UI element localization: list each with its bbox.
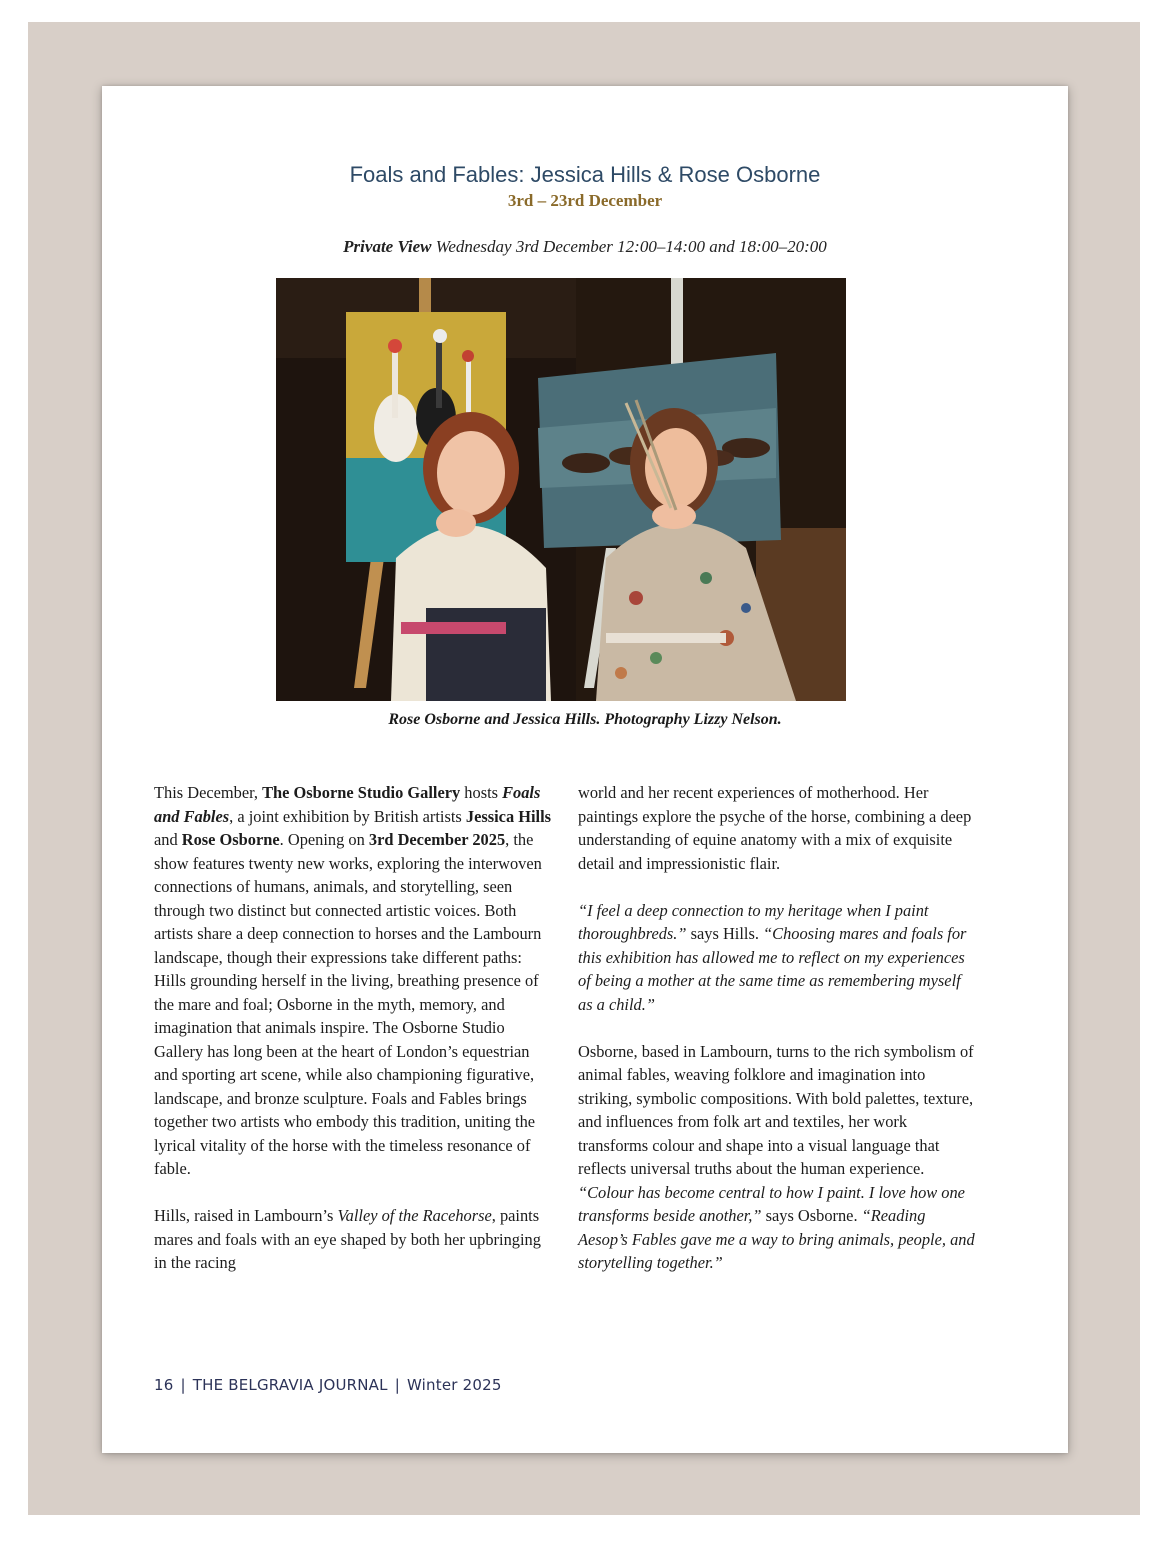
artist-name-osborne: Rose Osborne (181, 830, 280, 849)
artist-name-hills: Jessica Hills (465, 806, 552, 826)
text-run: This December, (154, 783, 263, 802)
hills-quote-paragraph (578, 899, 978, 1017)
photo-caption: Rose Osborne and Jessica Hills. Photography Lizzy Nelson. (388, 711, 782, 728)
private-view-line (102, 237, 1068, 257)
place-name: Valley of the Racehorse (337, 1206, 492, 1225)
gallery-name: The Osborne Studio Gallery (262, 783, 461, 802)
osborne-quote-paragraph (578, 1181, 978, 1275)
text-run: says Osborne. (761, 1206, 862, 1225)
hills-quote-1: “I feel a deep connection to my heritage when I paint thoroughbreds.” (578, 900, 929, 943)
intro-paragraph (154, 781, 554, 1181)
artists-photo-illustration (276, 278, 846, 701)
page-number: 16 (154, 1376, 174, 1394)
hills-paragraph (154, 1204, 554, 1275)
artists-photo (276, 278, 846, 701)
publication-name: THE BELGRAVIA JOURNAL (192, 1376, 388, 1394)
osborne-quote-2: “Reading Aesop’s Fables gave me a way to bring animals, people, and storytelling together.” (578, 1206, 975, 1272)
text-run: says Hills. (686, 924, 764, 943)
page-footer (154, 1376, 502, 1394)
footer-separator: | (394, 1376, 400, 1394)
private-view-details: Wednesday 3rd December 12:00–14:00 and 18:00–20:00 (435, 237, 827, 256)
text-run: , a joint exhibition by British artists (229, 806, 466, 826)
text-run: , paints mares and foals with an eye shaped by both her upbringing in the racing (154, 1206, 541, 1272)
text-run: and (154, 830, 182, 849)
text-run: . Opening on (279, 830, 369, 849)
private-view-label: Private View (343, 237, 432, 256)
hills-paragraph-continued: world and her recent experiences of motherhood. Her paintings explore the psyche of the horse, combining a deep understanding of equine anatomy with a mix of exquisite detail and impressionistic flair. (578, 783, 972, 873)
article-column-left (154, 781, 554, 1275)
magazine-page (102, 86, 1068, 1453)
osborne-quote-1: “Colour has become central to how I paint. I love how one transforms beside another,” (578, 1182, 965, 1225)
text-run: , the show features twenty new works, exploring the interwoven connections of humans, animals, and storytelling, seen through two distinct but connected artistic voices. Both artists share a deep connection to horses and the Lambourn landscape, though their expressions take different paths: Hills grounding herself in the living, breathing presence of the mare and foal; Osborne in the myth, memory, and imagination that animals inspire. The Osborne Studio Gallery has long been at the heart of London’s equestrian and sporting art scene, while also championing figurative, landscape, and bronze sculpture. Foals and Fables brings together two artists who embody this tradition, uniting the lyrical vitality of the horse with the timeless resonance of fable. (154, 830, 542, 1178)
issue-name: Winter 2025 (406, 1376, 502, 1394)
text-run: hosts (460, 783, 503, 802)
text-run: Hills, raised in Lambourn’s (154, 1206, 338, 1225)
article-title: Foals and Fables: Jessica Hills & Rose Osborne (349, 162, 821, 187)
hills-quote-2: “Choosing mares and foals for this exhibition has allowed me to reflect on my experiences of being a mother at the same time as remembering myself as a child.” (578, 924, 967, 1014)
exhibition-name: Foals and Fables (154, 783, 541, 826)
footer-separator: | (180, 1376, 186, 1394)
osborne-paragraph: Osborne, based in Lambourn, turns to the rich symbolism of animal fables, weaving folklore and imagination into striking, symbolic compositions. With bold palettes, texture, and influences from folk art and textiles, her work transforms colour and shape into a visual language that reflects universal truths about the human experience. (578, 1041, 974, 1178)
opening-date: 3rd December 2025 (368, 830, 506, 849)
exhibition-dates: 3rd – 23rd December (507, 191, 663, 210)
article-column-right (578, 781, 978, 1275)
